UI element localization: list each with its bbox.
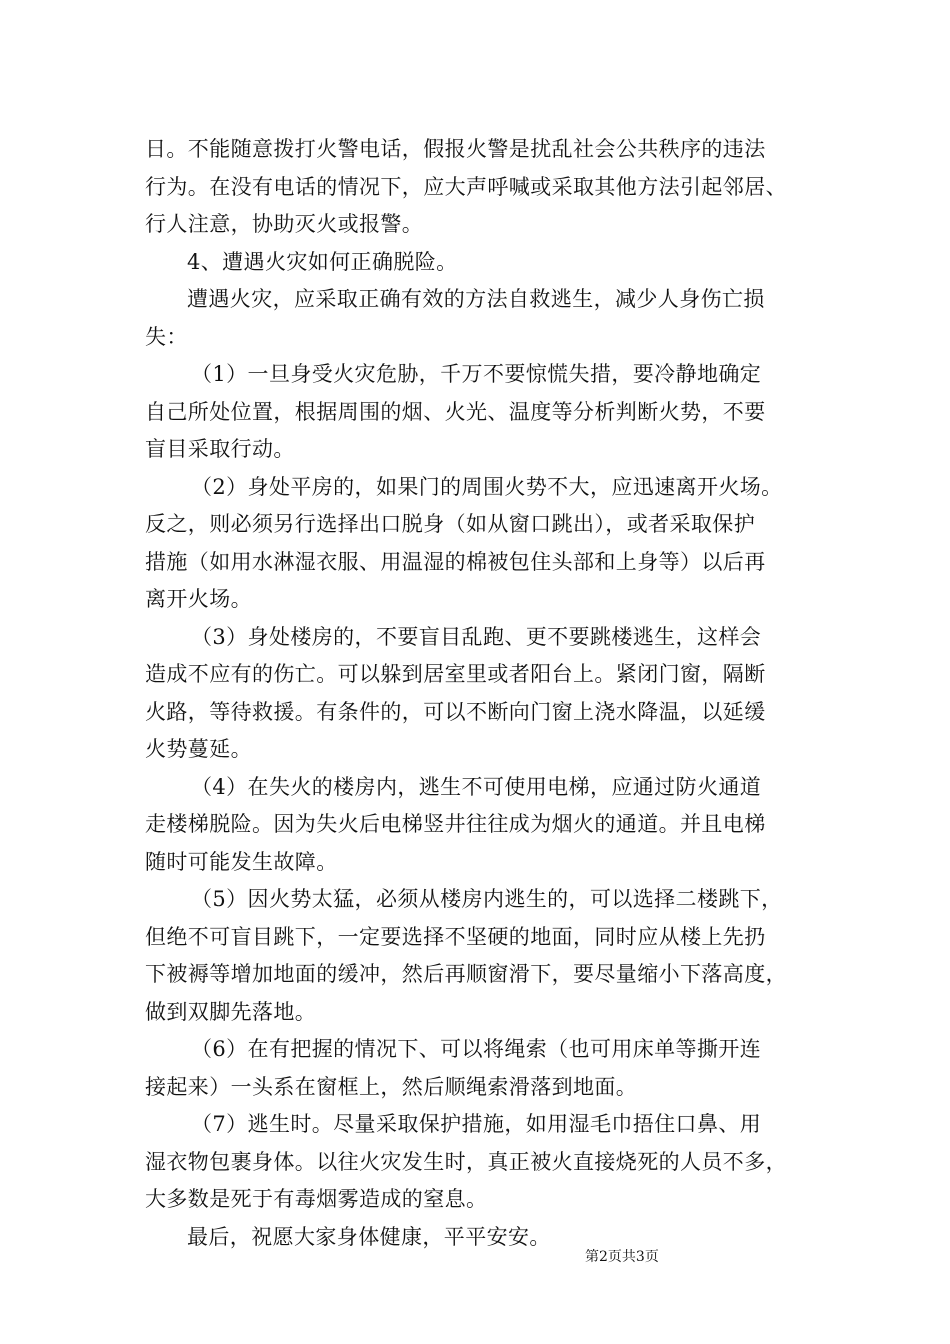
- text-line: 下被褥等增加地面的缓冲，然后再顺窗滑下，要尽量缩小下落高度，: [145, 962, 787, 986]
- text-line: （2）身处平房的，如果门的周围火势不大，应迅速离开火场。: [191, 474, 783, 499]
- paragraph: [145, 769, 845, 882]
- text-line: 随时可能发生故障。: [145, 849, 338, 874]
- text-line: （7）逃生时。尽量采取保护措施，如用湿毛巾捂住口鼻、用: [191, 1112, 762, 1136]
- text-line: 自己所处位置，根据周围的烟、火光、温度等分析判断火势，不要: [145, 399, 766, 424]
- text-line: 造成不应有的伤亡。可以躲到居室里或者阳台上。紧闭门窗，隔断: [145, 662, 766, 686]
- text-line: 大多数是死于有毒烟雾造成的窒息。: [145, 1187, 488, 1211]
- text-line: 盲目采取行动。: [145, 437, 295, 461]
- paragraph: [145, 1106, 845, 1219]
- text-line: 做到双脚先落地。: [145, 999, 317, 1024]
- paragraph: [145, 281, 845, 356]
- text-line: 行人注意，协助灭火或报警。: [145, 212, 424, 236]
- paragraph: [145, 131, 845, 244]
- text-line: 4、遭遇火灾如何正确脱险。: [187, 249, 458, 274]
- text-line: 反之，则必须另行选择出口脱身（如从窗口跳出），或者采取保护: [145, 512, 756, 536]
- text-line: 离开火场。: [145, 587, 252, 611]
- text-line: （1）一旦身受火灾危胁，千万不要惊慌失措，要冷静地确定: [191, 362, 762, 386]
- text-line: 但绝不可盲目跳下，一定要选择不坚硬的地面，同时应从楼上先扔: [145, 924, 766, 949]
- paragraph: [145, 619, 845, 769]
- text-line: 措施（如用水淋湿衣服、用温湿的棉被包住头部和上身等）以后再: [145, 549, 766, 574]
- text-line: 行为。在没有电话的情况下，应大声呼喊或采取其他方法引起邻居、: [145, 174, 787, 199]
- text-line: （4）在失火的楼房内，逃生不可使用电梯，应通过防火通道: [191, 774, 762, 799]
- text-line: 最后，祝愿大家身体健康，平平安安。: [187, 1224, 551, 1249]
- paragraph: [145, 356, 845, 469]
- document-body: [145, 131, 845, 1256]
- text-line: 火势蔓延。: [145, 737, 252, 761]
- text-line: 日。不能随意拨打火警电话，假报火警是扰乱社会公共秩序的违法: [145, 137, 766, 161]
- text-line: 火路，等待救援。有条件的，可以不断向门窗上浇水降温，以延缓: [145, 699, 766, 724]
- paragraph: [145, 244, 845, 282]
- paragraph: [145, 469, 845, 619]
- text-line: 接起来）一头系在窗框上，然后顺绳索滑落到地面。: [145, 1074, 638, 1099]
- text-line: （3）身处楼房的，不要盲目乱跑、更不要跳楼逃生，这样会: [191, 624, 762, 649]
- page-number: 第2页共3页: [585, 1249, 659, 1265]
- paragraph: [145, 1031, 845, 1106]
- paragraph: [145, 1219, 845, 1257]
- text-line: （5）因火势太猛，必须从楼房内逃生的，可以选择二楼跳下，: [191, 887, 783, 911]
- text-line: 失：: [145, 324, 188, 349]
- text-line: 走楼梯脱险。因为失火后电梯竖井往往成为烟火的通道。并且电梯: [145, 812, 766, 836]
- paragraph: [145, 881, 845, 1031]
- text-line: 湿衣物包裹身体。以往火灾发生时，真正被火直接烧死的人员不多，: [145, 1149, 787, 1174]
- text-line: 遭遇火灾，应采取正确有效的方法自救逃生，减少人身伤亡损: [187, 287, 765, 311]
- text-line: （6）在有把握的情况下、可以将绳索（也可用床单等撕开连: [191, 1037, 762, 1061]
